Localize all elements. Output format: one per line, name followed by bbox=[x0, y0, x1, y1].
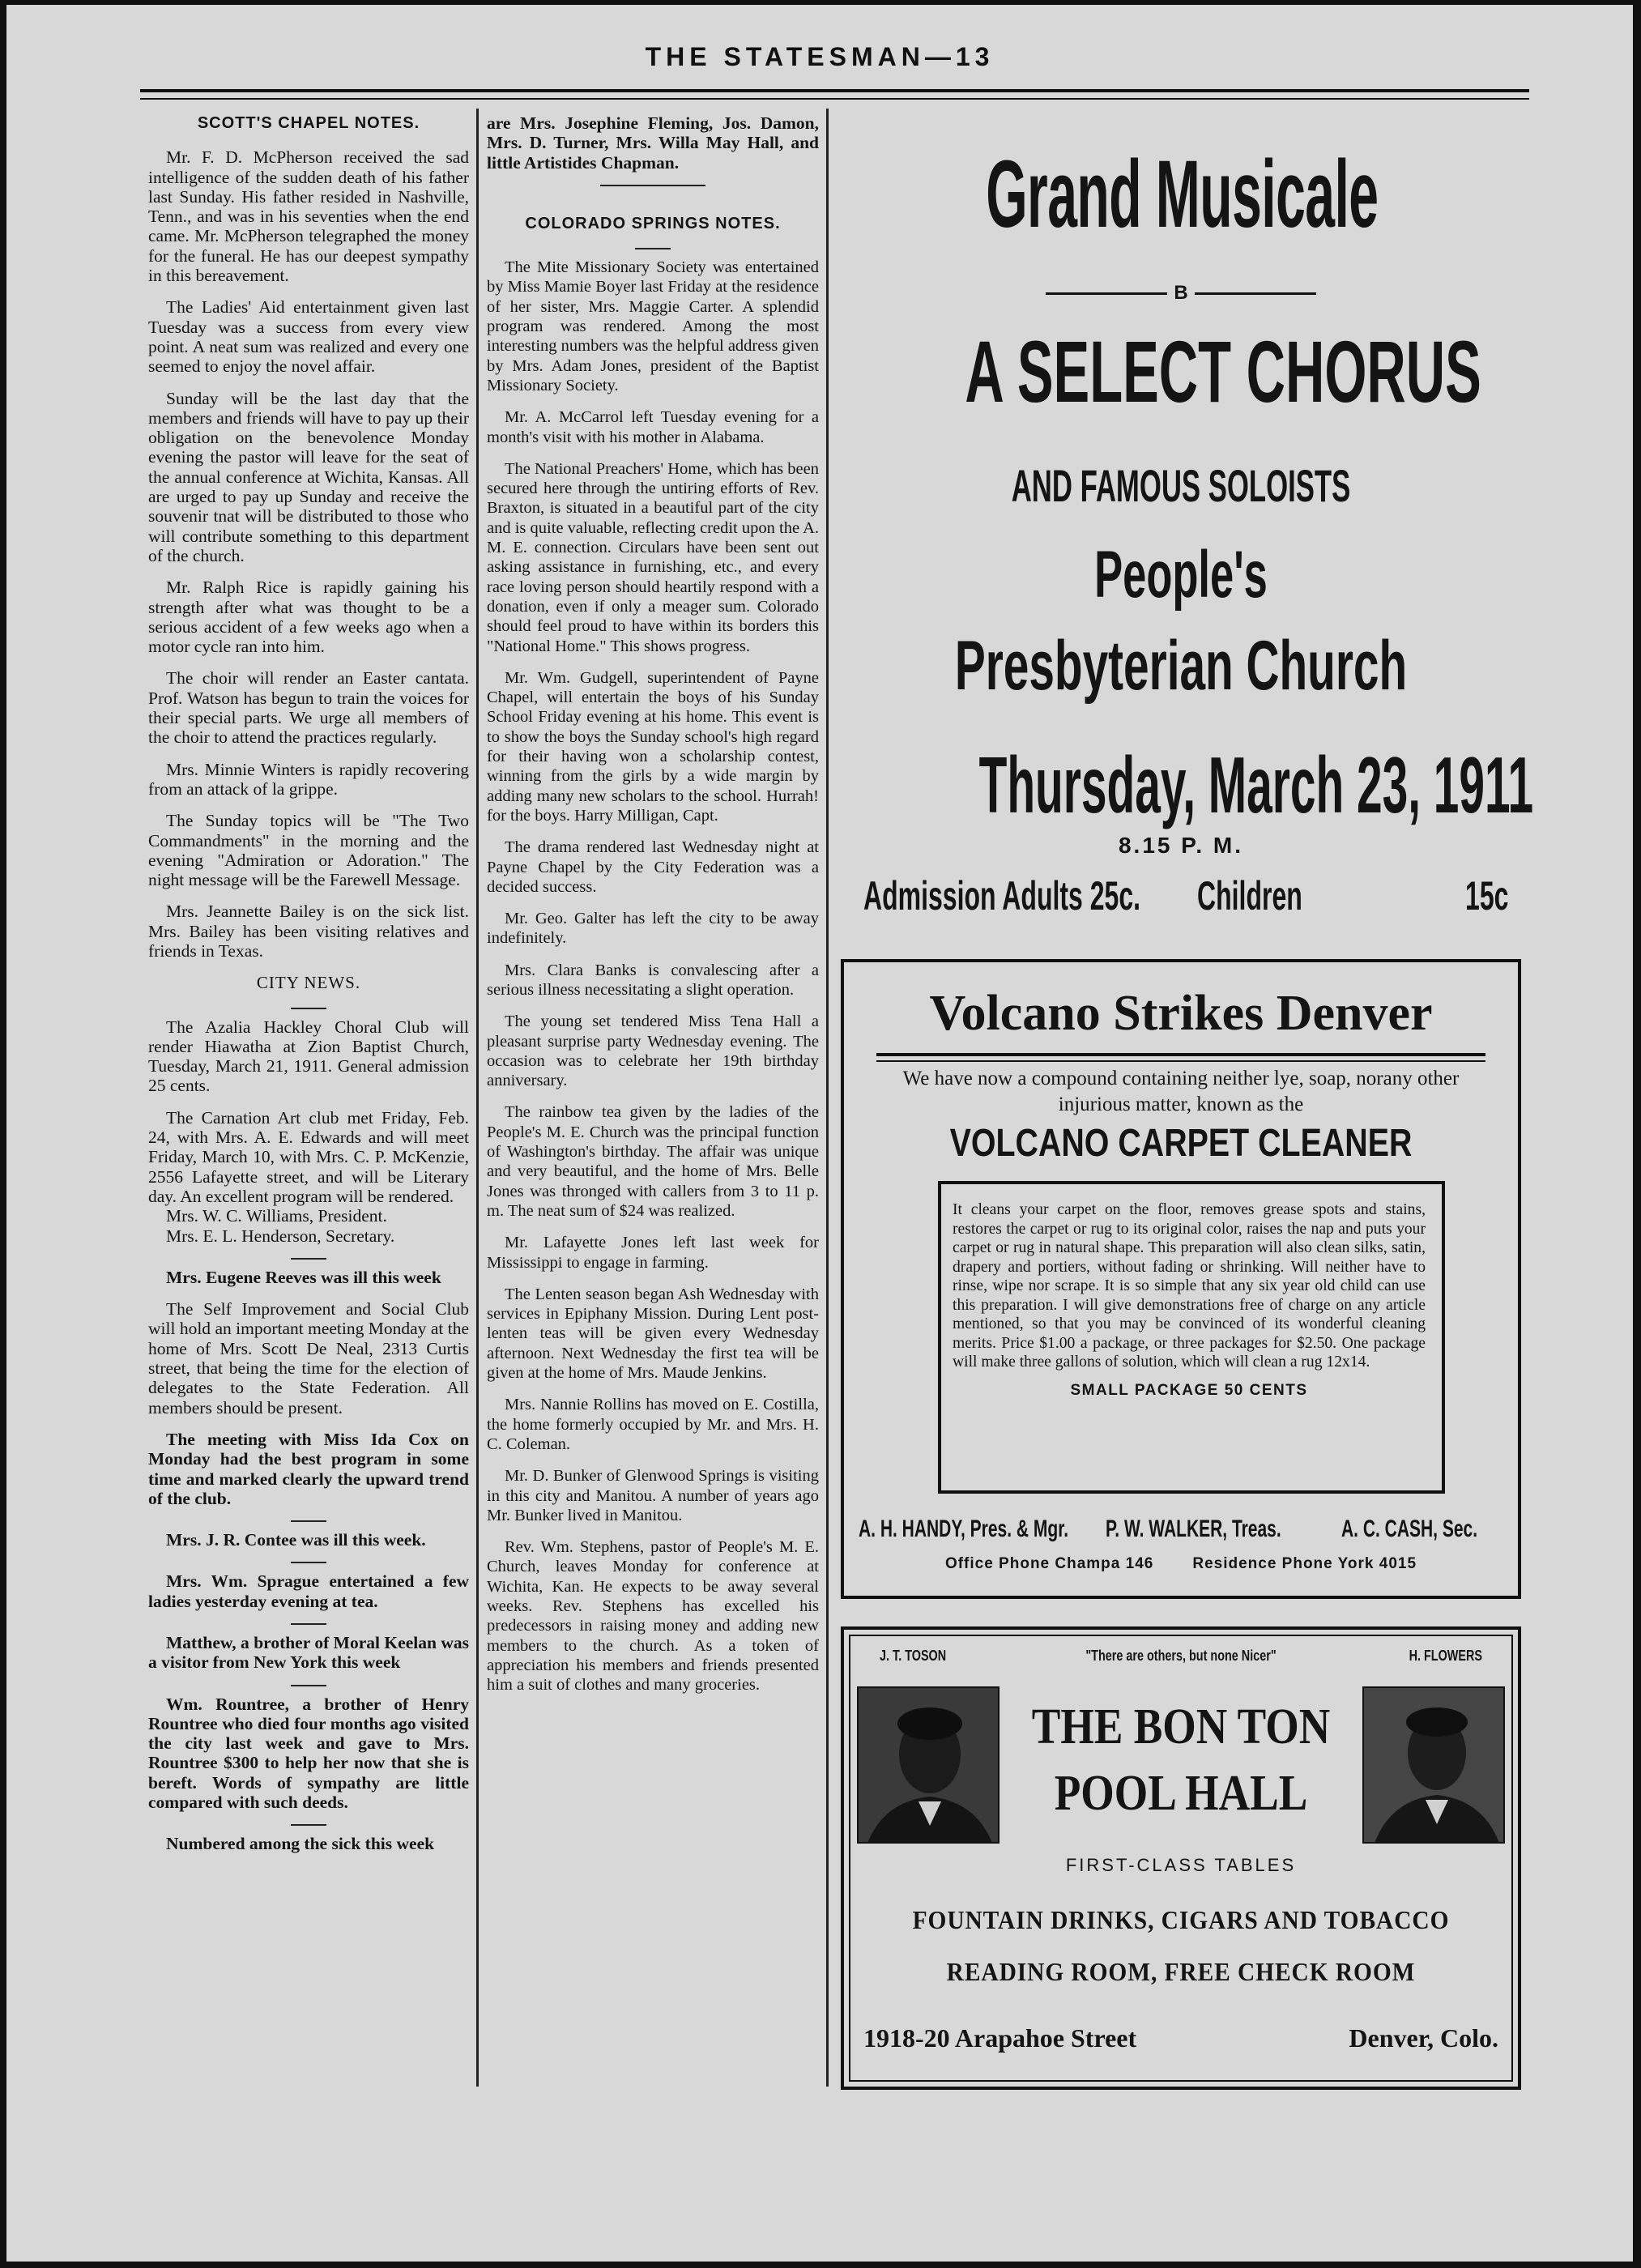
address: 1918-20 Arapahoe Street bbox=[863, 2023, 1137, 2053]
news-item: The Carnation Art club met Friday, Feb. 24, with Mrs. A. E. Edwards and will meet Friday, March 10, with Mrs. C. P. McKenzie, 2556 Lafayette street, and will be Literary day. An excellent program will be rendered. bbox=[148, 1107, 469, 1206]
news-item: The Mite Missionary Society was entertained by Miss Mamie Boyer last Friday at the residence of her sister, Mrs. Maggie Carter. A splendid program was rendered. Among the most interesting numbers was the helpful address given by Mrs. Adam Jones, president of the Baptist Missionary Society. bbox=[487, 258, 819, 394]
news-item: The young set tendered Miss Tena Hall a pleasant surprise party Wednesday evening. The occasion was to celebrate her 19th birthday anniversary. bbox=[487, 1013, 819, 1090]
office-phone: Office Phone Champa 146 bbox=[944, 1555, 1154, 1572]
divider bbox=[635, 248, 671, 249]
news-item: Sunday will be the last day that the members and friends will have to pay up their obligation on the benevolence Monday evening the pastor will leave for the seat of the annual conference at Wichita, Kansas. All are urged to pay up Sunday and receive the souvenir tnat will be distributed to those who will contribute something to this department of the church. bbox=[148, 388, 469, 565]
ad-soloists: AND FAMOUS SOLOISTS bbox=[1011, 460, 1351, 511]
product-name: VOLCANO CARPET CLEANER bbox=[949, 1122, 1413, 1165]
column-divider bbox=[826, 109, 829, 2087]
ad-headline: Grand Musicale bbox=[986, 141, 1379, 248]
news-item: Mr. Geo. Galter has left the city to be away indefinitely. bbox=[487, 910, 819, 948]
news-item: The Ladies' Aid entertainment given last Tuesday was a success from every view point. A neat sum was realized and every one seemed to enjoy the novel affair. bbox=[148, 297, 469, 377]
divider bbox=[600, 185, 705, 186]
small-package-price: SMALL PACKAGE 50 CENTS bbox=[1070, 1381, 1308, 1399]
news-item: The Azalia Hackley Choral Club will render Hiawatha at Zion Baptist Church, Tuesday, March 21, 1911. General admission 25 cents. bbox=[148, 1017, 469, 1096]
news-item: Rev. Wm. Stephens, pastor of People's M. E. Church, leaves Monday for conference at Wichita, Kan. He expects to be away several weeks. Rev. Stephens has excelled his predecessors in raising money and adding new members to the church. As a token of appreciation his members and friends presented him a suit of clothes and many groceries. bbox=[487, 1538, 819, 1695]
city: Denver, Colo. bbox=[1349, 2023, 1498, 2053]
officer-secretary: A. C. CASH, Sec. bbox=[1341, 1516, 1478, 1542]
signature-line: Mrs. W. C. Williams, President. bbox=[166, 1206, 387, 1226]
signature-line: Mrs. E. L. Henderson, Secretary. bbox=[166, 1226, 395, 1246]
divider bbox=[291, 1008, 326, 1009]
divider bbox=[291, 1258, 326, 1260]
divider bbox=[291, 1824, 326, 1826]
news-item: The Self Improvement and Social Club will hold an important meeting Monday at the home of Mrs. Scott De Neal, 2313 Curtis street, that being the time for the election of delegates to the State Federation. All members should be present. bbox=[148, 1299, 469, 1418]
divider bbox=[291, 1685, 326, 1686]
product-description: It cleans your carpet on the floor, removes grease spots and stains, restores the carpet or rug to its original color, raises the nap and puts your carpet or rug in natural shape. This preparation will also clean silks, satin, drapery and portiers, without fading or shrinking. Will neither have to rinse, wipe nor scrape. It is so simple that any six year old child can use this preparation. I will give demonstrations free of charge on any article mentioned, so that you may be convinced of its wonderful cleaning merits. Price $1.00 a package, or three packages for $2.50. One package will make three gallons of solution, which will clean a rug 12x14. bbox=[953, 1201, 1426, 1371]
masthead: THE STATESMAN—13 bbox=[645, 42, 995, 71]
news-item: The meeting with Miss Ida Cox on Monday had the best program in some time and marked clearly the upward trend of the club. bbox=[148, 1429, 469, 1508]
news-item: Numbered among the sick this week bbox=[166, 1834, 435, 1854]
news-item: The National Preachers' Home, which has been secured here through the untiring efforts of Rev. Braxton, is situated in a beautiful part of the city and is quite valuable, reflecting credit upon the A. M. E. connection. Circulars have been sent out asking assistance in furnishing, etc., and every race loving person should heartily respond with a donation, even if only a meager sum. Colorado should feel proud to have within its borders this "National Home." This shows progress. bbox=[487, 459, 819, 655]
news-item: Mrs. Clara Banks is convalescing after a serious illness necessitating a slight operation. bbox=[487, 961, 819, 999]
section-heading: CITY NEWS. bbox=[256, 973, 361, 993]
officer-treasurer: P. W. WALKER, Treas. bbox=[1106, 1516, 1281, 1542]
title-rule bbox=[876, 1053, 1485, 1056]
news-item: Mr. Ralph Rice is rapidly gaining his strength after what was thought to be a serious accident of a few weeks ago when a motor cycle ran into him. bbox=[148, 578, 469, 657]
residence-phone: Residence Phone York 4015 bbox=[1192, 1555, 1417, 1572]
offerings-line: FOUNTAIN DRINKS, CIGARS AND TOBACCO bbox=[912, 1905, 1450, 1934]
slogan: "There are others, but none Nicer" bbox=[1085, 1648, 1277, 1664]
section-heading: SCOTT'S CHAPEL NOTES. bbox=[197, 114, 420, 132]
news-item: The rainbow tea given by the ladies of the People's M. E. Church was the principal function of Washington's birthday. The affair was unique and very beautiful, and the home of Mrs. Belle Jones was thronged with callers from 3 to 11 p. m. The neat sum of $24 was realized. bbox=[487, 1103, 819, 1220]
masthead-rule-thin bbox=[140, 98, 1529, 100]
column-2 bbox=[487, 113, 819, 1707]
news-item: Mr. F. D. McPherson received the sad intelligence of the sudden death of his father last Sunday. His father resided in Nashville, Tenn., and was in his seventies when the end came. Mr. McPherson telegraphed the money for the funeral. He has our deepest sympathy in this bereavement. bbox=[148, 147, 469, 286]
volcano-ad bbox=[841, 959, 1521, 1599]
ad-time: 8.15 P. M. bbox=[1118, 833, 1243, 858]
news-item: are Mrs. Josephine Fleming, Jos. Damon, Mrs. D. Turner, Mrs. Willa May Hall, and little Artistides Chapman. bbox=[487, 113, 819, 173]
bon-ton-ad bbox=[841, 1626, 1521, 2090]
news-item: Mr. Lafayette Jones left last week for Mississippi to engage in farming. bbox=[487, 1234, 819, 1272]
officer-president: A. H. HANDY, Pres. & Mgr. bbox=[859, 1516, 1069, 1542]
ad-venue-line2: Presbyterian Church bbox=[954, 627, 1408, 705]
divider bbox=[291, 1520, 326, 1522]
by-text: B bbox=[1174, 282, 1188, 304]
title-rule-thin bbox=[876, 1060, 1485, 1062]
news-item: The choir will render an Easter cantata. Prof. Watson has begun to train the voices for their special parts. We urge all members of the choir to attend the practices regularly. bbox=[148, 668, 469, 748]
news-item: Wm. Rountree, a brother of Henry Rountree who died four months ago visited the city last week and gave to Mrs. Rountree $300 to help her now that she is bereft. Words of sympathy are little compared with such deeds. bbox=[148, 1694, 469, 1813]
amenities-line: READING ROOM, FREE CHECK ROOM bbox=[946, 1957, 1416, 1986]
ad-date: Thursday, March 23, 1911 bbox=[978, 740, 1534, 829]
news-item: Mrs. Minnie Winters is rapidly recovering from an attack of la grippe. bbox=[148, 759, 469, 799]
section-heading: COLORADO SPRINGS NOTES. bbox=[525, 214, 781, 232]
news-item: Matthew, a brother of Moral Keelan was a visitor from New York this week bbox=[148, 1633, 469, 1673]
news-item: Mr. Wm. Gudgell, superintendent of Payne Chapel, will entertain the boys of his Sunday School Friday evening at his home. This event is to show the boys the Sunday school's high regard for their having won a scholarship contest, winning from the girls by a wide margin by adding many new scholars to the school. Hurrah! for the boys. Harry Milligan, Capt. bbox=[487, 668, 819, 825]
ad-headline: Volcano Strikes Denver bbox=[929, 986, 1433, 1041]
news-item: The Lenten season began Ash Wednesday with services in Epiphany Mission. During Lent post-lenten teas will be given every Wednesday afternoon. Next Wednesday the first tea will be given at the home of Mrs. Maude Jenkins. bbox=[487, 1285, 819, 1383]
news-item: Mrs. Wm. Sprague entertained a few ladies yesterday evening at tea. bbox=[148, 1571, 469, 1611]
news-item: Mr. A. McCarrol left Tuesday evening for a month's visit with his mother in Alabama. bbox=[487, 408, 819, 446]
ad-venue-line1: People's bbox=[1094, 538, 1268, 612]
tables-line: FIRST-CLASS TABLES bbox=[1065, 1855, 1297, 1875]
divider bbox=[291, 1623, 326, 1625]
business-name-line1: THE BON TON bbox=[1031, 1699, 1331, 1754]
news-item: Mrs. Jeannette Bailey is on the sick list. Mrs. Bailey has been visiting relatives and friends in Texas. bbox=[148, 902, 469, 961]
phones bbox=[844, 1555, 1518, 1573]
ad-admission: Admission Adults 25c. bbox=[863, 873, 1140, 919]
rule-left bbox=[1046, 292, 1167, 295]
ad-intro: We have now a compound containing neither lye, soap, norany other injurious matter, known as the bbox=[902, 1068, 1460, 1115]
advertisements bbox=[833, 113, 1534, 2090]
ad-chorus: A SELECT CHORUS bbox=[965, 322, 1481, 420]
news-item: Mrs. J. R. Contee was ill this week. bbox=[166, 1530, 426, 1550]
column-divider bbox=[476, 109, 479, 2087]
news-item: Mrs. Eugene Reeves was ill this week bbox=[166, 1267, 441, 1287]
divider bbox=[291, 1562, 326, 1563]
proprietor-left: J. T. TOSON bbox=[880, 1648, 947, 1664]
ad-children-price: 15c bbox=[1464, 873, 1508, 919]
rule-right bbox=[1195, 292, 1316, 295]
proprietor-right: H. FLOWERS bbox=[1409, 1648, 1482, 1664]
masthead-rule bbox=[140, 89, 1529, 92]
column-1 bbox=[148, 113, 469, 1866]
musicale-ad bbox=[833, 113, 1534, 956]
news-item: The Sunday topics will be "The Two Commandments" in the morning and the evening "Admiration or Adoration." The night message will be the Farewell Message. bbox=[148, 811, 469, 890]
news-item: Mrs. Nannie Rollins has moved on E. Costilla, the home formerly occupied by Mr. and Mrs. H. C. Coleman. bbox=[487, 1396, 819, 1453]
news-item: The drama rendered last Wednesday night at Payne Chapel by the City Federation was a decided success. bbox=[487, 838, 819, 896]
newspaper-page bbox=[6, 5, 1633, 2262]
ad-by-line bbox=[833, 282, 1529, 305]
ad-children: Children bbox=[1197, 873, 1302, 919]
news-item: Mr. D. Bunker of Glenwood Springs is visiting in this city and Manitou. A number of years ago Mr. Bunker lived in Manitou. bbox=[487, 1467, 819, 1524]
business-name-line2: POOL HALL bbox=[1054, 1766, 1308, 1821]
description-box bbox=[938, 1181, 1445, 1494]
